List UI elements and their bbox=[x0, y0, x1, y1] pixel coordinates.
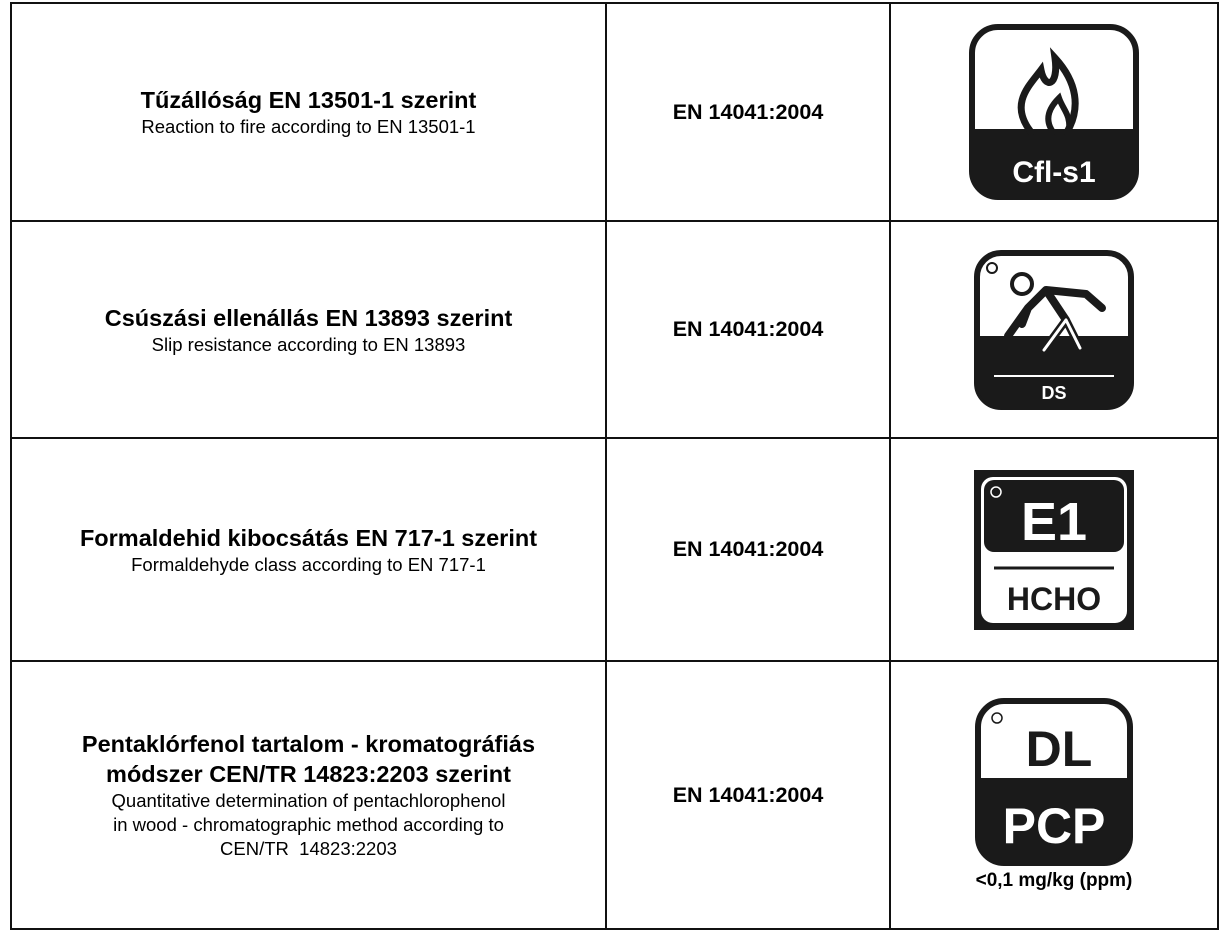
table-row-2-standard bbox=[607, 222, 889, 437]
performance-table bbox=[10, 2, 1219, 930]
slip-icon bbox=[974, 250, 1134, 410]
pcp-label: PCP bbox=[1002, 798, 1106, 854]
standard-text: EN 14041:2004 bbox=[672, 782, 824, 807]
property-en: Reaction to fire according to EN 13501-1 bbox=[141, 116, 476, 137]
fire-class-label: Cfl-s1 bbox=[1012, 156, 1096, 189]
table-row-2-property bbox=[12, 222, 605, 437]
hcho-label: HCHO bbox=[1006, 580, 1102, 617]
property-en: Slip resistance according to EN 13893 bbox=[151, 333, 466, 355]
slip-class-label: DS bbox=[1041, 382, 1067, 403]
property-hu-line2: módszer CEN/TR 14823:2203 szerint bbox=[106, 761, 511, 787]
dl-label: DL bbox=[1025, 721, 1093, 777]
fire-icon bbox=[969, 24, 1139, 200]
property-en: Formaldehyde class according to EN 717-1 bbox=[131, 553, 486, 575]
property-hu: Csúszási ellenállás EN 13893 szerint bbox=[104, 304, 513, 331]
property-hu: Tűzállóság EN 13501-1 szerint bbox=[140, 87, 477, 113]
table-row-4-standard bbox=[607, 662, 889, 928]
standard-text: EN 14041:2004 bbox=[672, 537, 824, 561]
property-hu: Formaldehid kibocsátás EN 717-1 szerint bbox=[79, 524, 538, 551]
pcp-icon bbox=[975, 698, 1133, 866]
table-row-3-standard bbox=[607, 439, 889, 660]
table-row-2-icon-cell bbox=[891, 222, 1217, 437]
standard-text: EN 14041:2004 bbox=[672, 99, 824, 124]
property-en-line1: Quantitative determination of pentachlorophenol bbox=[111, 790, 506, 811]
formaldehyde-icon bbox=[974, 470, 1134, 630]
table-row-4-icon-cell bbox=[891, 662, 1217, 928]
table-row-3-icon-cell bbox=[891, 439, 1217, 660]
table-row-3-property bbox=[12, 439, 605, 660]
property-en-line3: CEN/TR 14823:2203 bbox=[220, 838, 397, 859]
e1-label: E1 bbox=[1020, 491, 1088, 552]
table-row-1-icon-cell bbox=[891, 4, 1217, 220]
table-row-1-standard bbox=[607, 4, 889, 220]
property-hu-line1: Pentaklórfenol tartalom - kromatográfiás bbox=[81, 731, 536, 757]
pcp-limit-note: <0,1 mg/kg (ppm) bbox=[975, 870, 1133, 891]
standard-text: EN 14041:2004 bbox=[672, 317, 824, 341]
table-row-4-property bbox=[12, 662, 605, 928]
table-row-1-property bbox=[12, 4, 605, 220]
property-en-line2: in wood - chromatographic method according to bbox=[113, 814, 504, 835]
